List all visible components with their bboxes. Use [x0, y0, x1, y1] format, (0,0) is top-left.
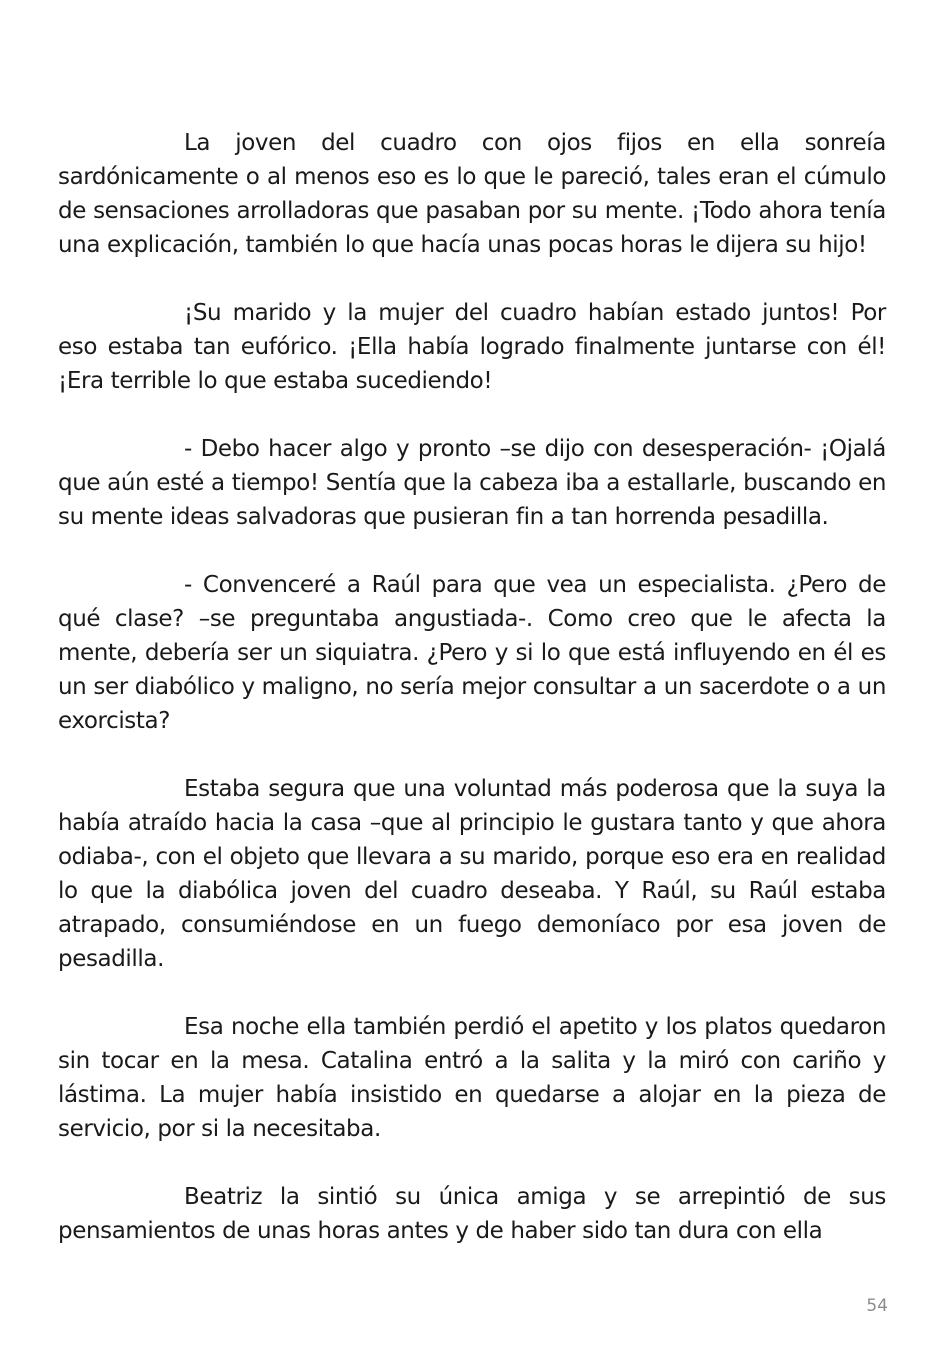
- paragraph: - Convenceré a Raúl para que vea un especialista. ¿Pero de qué clase? –se preguntaba angustiada-. Como creo que le afecta la mente, debería ser un siquiatra. ¿Pero y si lo que está influyendo en él es un ser diabólico y maligno, no sería mejor consultar a un sacerdote o a un exorcista?: [58, 572, 886, 734]
- paragraph: ¡Su marido y la mujer del cuadro habían estado juntos! Por eso estaba tan eufórico. ¡Ella había logrado finalmente juntarse con él! ¡Era terrible lo que estaba sucediendo!: [58, 300, 886, 394]
- paragraph: Esa noche ella también perdió el apetito y los platos quedaron sin tocar en la mesa. Catalina entró a la salita y la miró con cariño y lástima. La mujer había insistido en quedarse a alojar en la pieza de servicio, por si la necesitaba.: [58, 1014, 886, 1142]
- body-text: [58, 126, 886, 1248]
- paragraph: La joven del cuadro con ojos fijos en ella sonreía sardónicamente o al menos eso es lo que le pareció, tales eran el cúmulo de sensaciones arrolladoras que pasaban por su mente. ¡Todo ahora tenía una explicación, también lo que hacía unas pocas horas le dijera su hijo!: [58, 130, 886, 258]
- paragraph: - Debo hacer algo y pronto –se dijo con desesperación- ¡Ojalá que aún esté a tiempo! Sentía que la cabeza iba a estallarle, buscando en su mente ideas salvadoras que pusieran fin a tan horrenda pesadilla.: [58, 436, 886, 530]
- page-number: 54: [866, 1296, 888, 1316]
- paragraph: Estaba segura que una voluntad más poderosa que la suya la había atraído hacia la casa –que al principio le gustara tanto y que ahora odiaba-, con el objeto que llevara a su marido, porque eso era en realidad lo que la diabólica joven del cuadro deseaba. Y Raúl, su Raúl estaba atrapado, consumiéndose en un fuego demoníaco por esa joven de pesadilla.: [58, 776, 886, 972]
- paragraph: Beatriz la sintió su única amiga y se arrepintió de sus pensamientos de unas horas antes y de haber sido tan dura con ella: [58, 1184, 886, 1244]
